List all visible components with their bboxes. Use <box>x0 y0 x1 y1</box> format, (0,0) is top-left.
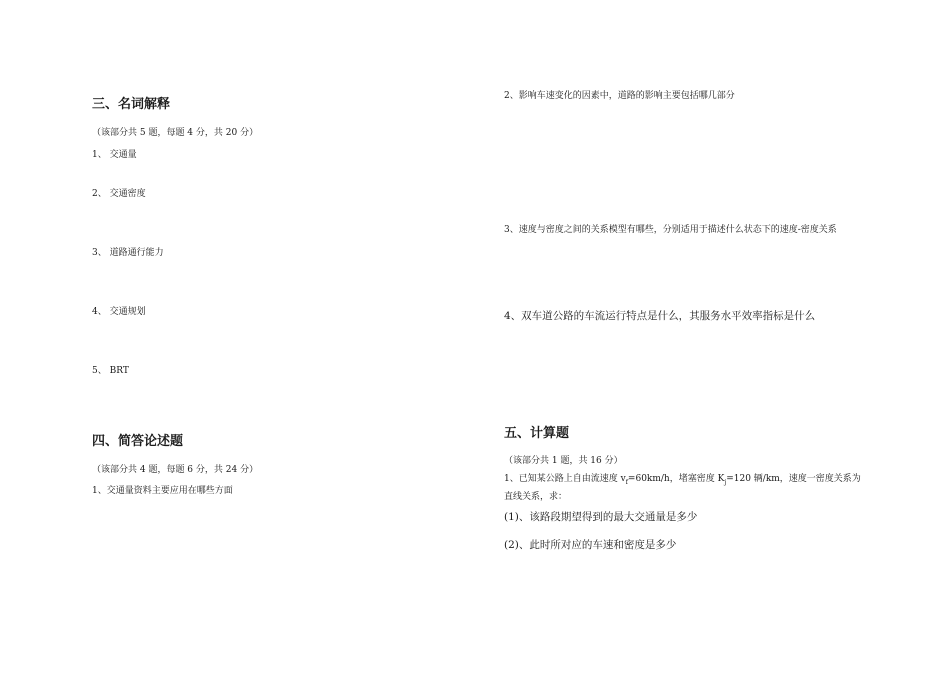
term-1: 1、 交通量 <box>92 150 137 160</box>
calc-q1-sub-j: j <box>724 478 727 486</box>
calc-subquestion-1: (1)、该路段期望得到的最大交通量是多少 <box>504 511 698 523</box>
term-5: 5、 BRT <box>92 366 129 376</box>
section-4-question-4: 4、双车道公路的车流运行特点是什么，其服务水平效率指标是什么 <box>504 310 816 322</box>
calc-question-1 <box>504 472 874 504</box>
section-4-question-2: 2、影响车速变化的因素中，道路的影响主要包括哪几部分 <box>504 91 735 101</box>
section-4-title: 四、简答论述题 <box>92 434 184 449</box>
section-4-note: （该部分共 4 题，每题 6 分，共 24 分） <box>92 465 259 475</box>
section-5-note: （该部分共 1 题，共 16 分） <box>504 456 623 466</box>
calc-q1-part-c: =120 辆/km，速度一密度关系为 <box>726 474 861 484</box>
term-4: 4、 交通规划 <box>92 307 146 317</box>
term-2: 2、 交通密度 <box>92 189 146 199</box>
section-4-question-3: 3、速度与密度之间的关系模型有哪些，分别适用于描述什么状态下的速度-密度关系 <box>504 225 837 235</box>
section-4-question-1: 1、交通量资料主要应用在哪些方面 <box>92 486 233 496</box>
calc-subquestion-2: (2)、此时所对应的车速和密度是多少 <box>504 539 677 551</box>
section-3-title: 三、名词解释 <box>92 97 171 112</box>
calc-q1-part-b: =60km/h，堵塞密度 K <box>627 474 725 484</box>
term-3: 3、 道路通行能力 <box>92 248 164 258</box>
calc-q1-sub-f: f <box>625 478 628 486</box>
calc-q1-line-2: 直线关系，求： <box>504 491 568 502</box>
section-5-title: 五、计算题 <box>504 426 570 441</box>
calc-q1-part-a: 1、已知某公路上自由流速度 v <box>504 474 626 484</box>
section-3-note: （该部分共 5 题，每题 4 分，共 20 分） <box>92 128 259 138</box>
